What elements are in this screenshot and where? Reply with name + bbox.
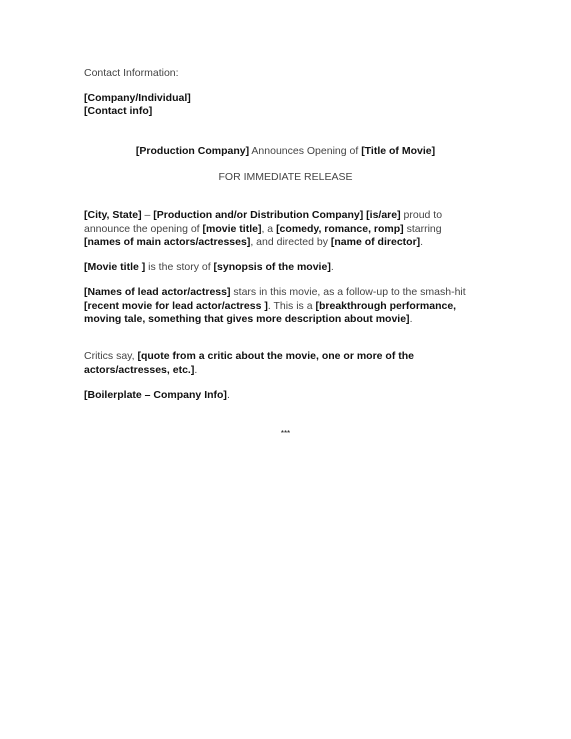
headline <box>0 145 571 159</box>
headline-title: [Title of Movie] <box>361 145 436 157</box>
headline-middle: Announces Opening of <box>249 145 362 157</box>
boilerplate: [Boilerplate – Company Info] <box>84 389 227 401</box>
p5-text-1: . <box>226 389 230 401</box>
p1-text-1: proud to announce the opening of <box>84 209 443 235</box>
is-are: [is/are] <box>366 209 401 221</box>
p3-text-2: . This is a <box>267 299 316 312</box>
contact-section <box>84 67 474 119</box>
paragraph-3 <box>84 286 474 327</box>
movie-title: [movie title] <box>202 222 262 235</box>
p1-text-5: . <box>420 236 424 248</box>
release-line: FOR IMMEDIATE RELEASE <box>218 171 353 183</box>
director: [name of director] <box>330 236 421 248</box>
p3-text-1: stars in this movie, as a follow-up to the smash-hit <box>230 286 466 298</box>
genre: [comedy, romance, romp] <box>276 222 404 235</box>
p1-text-4: , and directed by <box>250 236 331 248</box>
p2-text-1: is the story of <box>145 261 214 273</box>
paragraph-1 <box>84 209 474 250</box>
city-state: [City, State] <box>84 209 142 221</box>
paragraph-5 <box>84 389 474 403</box>
headline-company: [Production Company] <box>135 145 250 157</box>
main-actors: [names of main actors/actresses] <box>84 236 251 248</box>
p4-text-2: . <box>194 363 198 376</box>
p1-text-2: , a <box>261 222 277 235</box>
contact-label: Contact Information: <box>84 67 179 79</box>
critic-quote: [quote from a critic about the movie, one or more of the actors/actresses, etc.] <box>84 350 415 376</box>
recent-movie: [recent movie for lead actor/actress ] <box>84 299 268 312</box>
paragraph-4 <box>84 350 474 377</box>
distributor: [Production and/or Distribution Company] <box>153 209 364 221</box>
p2-text-2: . <box>330 261 334 273</box>
description: [breakthrough performance, moving tale, something that gives more description about movie] <box>84 299 457 325</box>
end-mark: *** <box>280 429 291 438</box>
p3-text-3: . <box>409 313 413 325</box>
contact-company: [Company/Individual] <box>84 91 191 104</box>
paragraph-2 <box>84 261 474 275</box>
lead-actor: [Names of lead actor/actress] <box>84 286 231 298</box>
movie-title-2: [Movie title ] <box>84 261 146 273</box>
p4-text-1: Critics say, <box>84 350 138 362</box>
p1-text-3: starring <box>403 222 442 235</box>
synopsis: [synopsis of the movie] <box>213 261 331 273</box>
contact-info: [Contact info] <box>84 105 153 117</box>
p1-dash: – <box>141 209 154 221</box>
